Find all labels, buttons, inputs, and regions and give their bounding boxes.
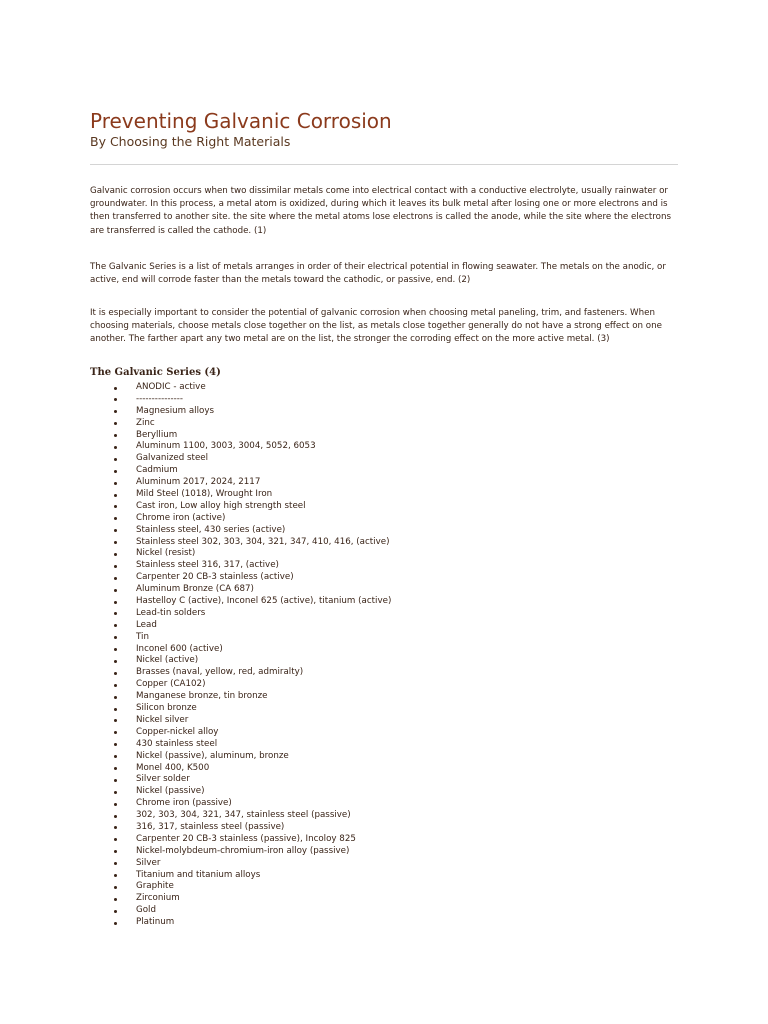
bullet-icon bbox=[114, 505, 117, 508]
bullet-icon bbox=[114, 612, 117, 615]
list-item-label: Graphite bbox=[136, 881, 174, 892]
list-item-label: Tin bbox=[136, 631, 149, 642]
list-item bbox=[90, 727, 391, 739]
list-item bbox=[90, 751, 391, 763]
bullet-icon bbox=[114, 779, 117, 782]
page-title: Preventing Galvanic Corrosion bbox=[90, 109, 392, 133]
bullet-icon bbox=[114, 743, 117, 746]
bullet-icon bbox=[114, 803, 117, 806]
list-item bbox=[90, 441, 391, 453]
list-item bbox=[90, 548, 391, 560]
list-item-label: Silver solder bbox=[136, 774, 190, 785]
bullet-icon bbox=[114, 719, 117, 722]
list-item-label: Aluminum Bronze (CA 687) bbox=[136, 584, 254, 595]
list-item bbox=[90, 715, 391, 727]
list-item-label: Copper-nickel alloy bbox=[136, 726, 219, 737]
bullet-icon bbox=[114, 458, 117, 461]
bullet-icon bbox=[114, 850, 117, 853]
list-item bbox=[90, 537, 391, 549]
bullet-icon bbox=[114, 648, 117, 651]
list-item-label: Copper (CA102) bbox=[136, 679, 206, 690]
list-item-label: Stainless steel 316, 317, (active) bbox=[136, 560, 279, 571]
list-item-label: Inconel 600 (active) bbox=[136, 643, 223, 654]
list-item-label: Silicon bronze bbox=[136, 703, 197, 714]
header-divider bbox=[90, 164, 678, 165]
list-item-label: Galvanized steel bbox=[136, 453, 209, 464]
bullet-icon bbox=[114, 577, 117, 580]
list-item bbox=[90, 846, 391, 858]
list-item-label: Silver bbox=[136, 857, 161, 868]
list-item-label: Magnesium alloys bbox=[136, 405, 214, 416]
list-item bbox=[90, 655, 391, 667]
list-item bbox=[90, 477, 391, 489]
list-item bbox=[90, 810, 391, 822]
bullet-icon bbox=[114, 387, 117, 390]
bullet-icon bbox=[114, 791, 117, 794]
bullet-icon bbox=[114, 755, 117, 758]
list-item-label: Platinum bbox=[136, 917, 175, 928]
list-item bbox=[90, 786, 391, 798]
list-item bbox=[90, 394, 391, 406]
list-item bbox=[90, 893, 391, 905]
list-item bbox=[90, 525, 391, 537]
bullet-icon bbox=[114, 696, 117, 699]
bullet-icon bbox=[114, 529, 117, 532]
list-item bbox=[90, 453, 391, 465]
bullet-icon bbox=[114, 838, 117, 841]
list-item-label: Nickel silver bbox=[136, 714, 189, 725]
list-item bbox=[90, 465, 391, 477]
bullet-icon bbox=[114, 862, 117, 865]
list-item-label: 430 stainless steel bbox=[136, 738, 218, 749]
bullet-icon bbox=[114, 589, 117, 592]
bullet-icon bbox=[114, 565, 117, 568]
list-item bbox=[90, 584, 391, 596]
list-item-label: Beryllium bbox=[136, 429, 178, 440]
bullet-icon bbox=[114, 410, 117, 413]
list-item-label: Nickel-molybdeum-chromium-iron alloy (passive) bbox=[136, 845, 350, 856]
list-item-label: Hastelloy C (active), Inconel 625 (active), titanium (active) bbox=[136, 596, 392, 607]
bullet-icon bbox=[114, 684, 117, 687]
list-item bbox=[90, 905, 391, 917]
list-item bbox=[90, 798, 391, 810]
list-item-label: Chrome iron (passive) bbox=[136, 798, 232, 809]
list-item bbox=[90, 596, 391, 608]
bullet-icon bbox=[114, 815, 117, 818]
list-item bbox=[90, 560, 391, 572]
galvanic-series-paragraph: The Galvanic Series is a list of metals arranges in order of their electrical potential in flowing seawater. The metals on the anodic, or active, end will corrode faster than the metals toward the cathodic, or passive, end. (2) bbox=[90, 262, 666, 286]
list-item-label: Titanium and titanium alloys bbox=[136, 869, 261, 880]
galvanic-series-list bbox=[90, 382, 391, 929]
list-item-label: Aluminum 2017, 2024, 2117 bbox=[136, 477, 261, 488]
list-item bbox=[90, 430, 391, 442]
list-item bbox=[90, 881, 391, 893]
bullet-icon bbox=[114, 660, 117, 663]
bullet-icon bbox=[114, 922, 117, 925]
list-item bbox=[90, 667, 391, 679]
list-item bbox=[90, 572, 391, 584]
list-item-label: Nickel (resist) bbox=[136, 548, 196, 559]
list-item-label: Brasses (naval, yellow, red, admiralty) bbox=[136, 667, 304, 678]
bullet-icon bbox=[114, 636, 117, 639]
list-item bbox=[90, 774, 391, 786]
list-item-label: Cadmium bbox=[136, 465, 178, 476]
list-item bbox=[90, 691, 391, 703]
list-item bbox=[90, 418, 391, 430]
list-item bbox=[90, 858, 391, 870]
bullet-icon bbox=[114, 731, 117, 734]
list-item-label: Aluminum 1100, 3003, 3004, 5052, 6053 bbox=[136, 441, 316, 452]
bullet-icon bbox=[114, 601, 117, 604]
intro-paragraph: Galvanic corrosion occurs when two dissimilar metals come into electrical contact with a conductive electrolyte, usually rainwater or groundwater. In this process, a metal atom is oxidized, during which it leaves its bulk metal after losing one or more electrons and is then transferred to another site. the site where the metal atoms lose electrons is called the anode, while the site where the electrons are transferred is called the cathode. (1) bbox=[90, 186, 671, 236]
list-item-label: Cast iron, Low alloy high strength steel bbox=[136, 500, 306, 511]
bullet-icon bbox=[114, 422, 117, 425]
list-item-label: 302, 303, 304, 321, 347, stainless steel (passive) bbox=[136, 810, 351, 821]
bullet-icon bbox=[114, 767, 117, 770]
list-item-label: Nickel (passive), aluminum, bronze bbox=[136, 750, 289, 761]
list-item-label: ANODIC - active bbox=[136, 382, 206, 392]
list-item-label: --------------- bbox=[136, 393, 184, 404]
list-item bbox=[90, 382, 391, 394]
list-item-label: Chrome iron (active) bbox=[136, 512, 226, 523]
bullet-icon bbox=[114, 541, 117, 544]
bullet-icon bbox=[114, 910, 117, 913]
list-item-label: Mild Steel (1018), Wrought Iron bbox=[136, 489, 273, 500]
list-item-label: Stainless steel 302, 303, 304, 321, 347, 410, 416, (active) bbox=[136, 536, 390, 547]
bullet-icon bbox=[114, 708, 117, 711]
list-item-label: Carpenter 20 CB-3 stainless (passive), Incoloy 825 bbox=[136, 833, 356, 844]
list-item-label: Lead bbox=[136, 619, 157, 630]
list-item-label: Zinc bbox=[136, 417, 155, 428]
bullet-icon bbox=[114, 398, 117, 401]
bullet-icon bbox=[114, 886, 117, 889]
bullet-icon bbox=[114, 470, 117, 473]
list-item-label: Nickel (passive) bbox=[136, 786, 205, 797]
list-item bbox=[90, 917, 391, 929]
list-item bbox=[90, 632, 391, 644]
list-item bbox=[90, 834, 391, 846]
material-choice-paragraph: It is especially important to consider the potential of galvanic corrosion when choosing metal paneling, trim, and fasteners. When choosing materials, choose metals close together on the list, as metals close together generally do not have a strong effect on one another. The farther apart any two metal are on the list, the stronger the corroding effect on the more active metal. (3) bbox=[90, 308, 662, 345]
list-item bbox=[90, 870, 391, 882]
list-item-label: Nickel (active) bbox=[136, 655, 199, 666]
list-item bbox=[90, 703, 391, 715]
bullet-icon bbox=[114, 434, 117, 437]
list-item-label: Manganese bronze, tin bronze bbox=[136, 691, 268, 702]
bullet-icon bbox=[114, 494, 117, 497]
series-heading: The Galvanic Series (4) bbox=[90, 367, 221, 378]
list-item-label: 316, 317, stainless steel (passive) bbox=[136, 821, 285, 832]
bullet-icon bbox=[114, 826, 117, 829]
bullet-icon bbox=[114, 624, 117, 627]
bullet-icon bbox=[114, 517, 117, 520]
list-item-label: Lead-tin solders bbox=[136, 607, 206, 618]
list-item bbox=[90, 679, 391, 691]
list-item bbox=[90, 644, 391, 656]
bullet-icon bbox=[114, 874, 117, 877]
page-subtitle: By Choosing the Right Materials bbox=[90, 134, 291, 149]
bullet-icon bbox=[114, 898, 117, 901]
list-item bbox=[90, 608, 391, 620]
list-item bbox=[90, 513, 391, 525]
list-item bbox=[90, 406, 391, 418]
bullet-icon bbox=[114, 672, 117, 675]
list-item bbox=[90, 739, 391, 751]
list-item bbox=[90, 620, 391, 632]
list-item bbox=[90, 822, 391, 834]
list-item-label: Monel 400, K500 bbox=[136, 762, 210, 773]
list-item-label: Carpenter 20 CB-3 stainless (active) bbox=[136, 572, 294, 583]
list-item bbox=[90, 489, 391, 501]
list-item-label: Stainless steel, 430 series (active) bbox=[136, 524, 286, 535]
list-item-label: Zirconium bbox=[136, 893, 180, 904]
bullet-icon bbox=[114, 446, 117, 449]
bullet-icon bbox=[114, 482, 117, 485]
list-item bbox=[90, 501, 391, 513]
list-item bbox=[90, 763, 391, 775]
list-item-label: Gold bbox=[136, 905, 156, 916]
bullet-icon bbox=[114, 553, 117, 556]
